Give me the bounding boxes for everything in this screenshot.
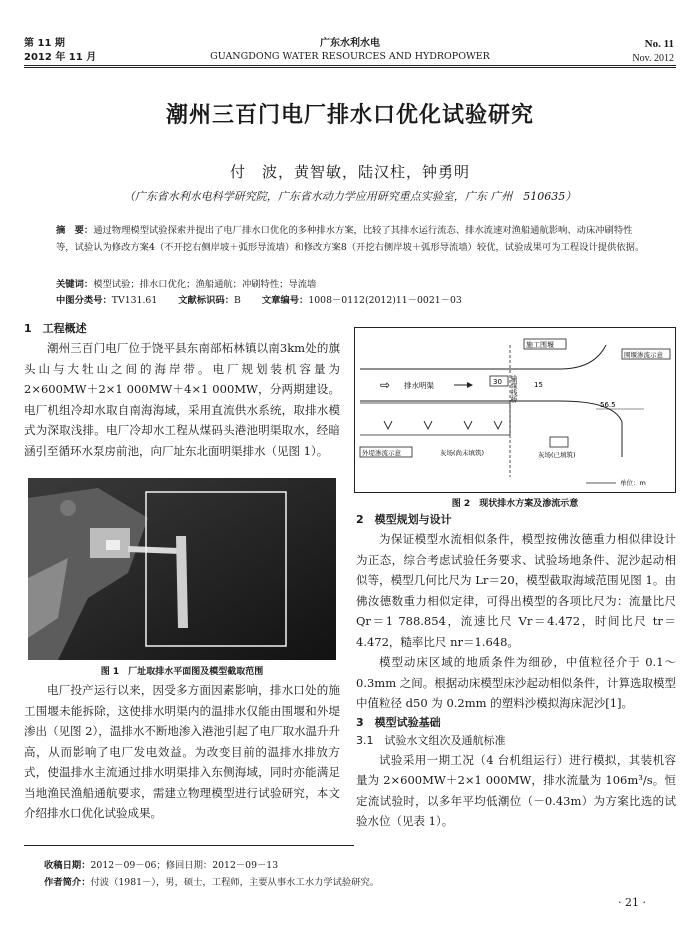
clc-label: 中图分类号：	[56, 295, 112, 306]
issue-no: No. 11	[644, 38, 674, 50]
header-rule	[24, 65, 676, 66]
affiliation: （广东省水利水电科学研究院，广东省水动力学应用研究重点实验室，广东 广州 510635）	[123, 190, 577, 203]
abstract	[56, 222, 646, 256]
author-text: 付波（1981－），男，硕士，工程师，主要从事水工水力学试验研究。	[90, 877, 380, 888]
figure-1-photo	[28, 478, 336, 660]
label-seepage-left: 外堤渗流示意	[362, 449, 401, 457]
received-text: 2012－09－06；修回日期：2012－09－13	[90, 860, 279, 871]
section-1-heading: 1 工程概述	[24, 322, 87, 335]
label-channel-hint: 输煤栈桥	[510, 375, 518, 403]
journal-cn: 广东水利水电	[320, 38, 380, 49]
right-column	[356, 511, 676, 832]
journal-en: GUANGDONG WATER RESOURCES AND HYDROPOWER	[210, 51, 490, 62]
plant-building	[106, 540, 120, 550]
id-value: 1008－0112(2012)11－0021－03	[308, 295, 462, 306]
section-2-para-2: 模型动床区域的地质条件为细砂，中值粒径介于 0.1～0.3mm 之间。根据动床模型床沙起动相似条件，计算选取模型中值粒径 d50 为 0.2mm 的塑料沙模拟海床泥沙[1]。	[356, 655, 676, 710]
paragraph-2: 电厂投产运行以来，因受多方面因素影响，排水口处的施工围堰未能拆除，这使排水明渠内的温排水仅能由围堰和外堤渗出（见图 2），温排水不断地渗入港池引起了电厂取水温升升高，从而影响了电厂发电效益。为改变目前的温排水排放方式，使温排水主流通过排水明渠排入东侧海域，同时亦能满足当地渔民渔船通航要求，需建立物理模型进行试验研究，本文介绍排水口优化试验成果。	[24, 683, 340, 820]
keywords	[56, 277, 646, 293]
authors: 付 波，黄智敏，陆汉柱，钟勇明	[229, 163, 470, 181]
footnote	[44, 857, 379, 891]
section-2-heading: 2 模型规划与设计	[356, 513, 452, 526]
label-dim-30: 30	[493, 378, 502, 386]
section-3-heading: 3 模型试验基础	[356, 715, 441, 729]
footnote-rule	[24, 845, 354, 846]
keywords-label: 关键词：	[56, 279, 94, 290]
section-1-para: 潮州三百门电厂位于饶平县东南部柘林镇以南3km处的旗头山与大牡山之间的海岸带。电厂规划装机容量为 2×600MW＋2×1 000MW＋4×1 000MW，分两期建设。电厂机组冷却水取自南海海域，采用直流供水系统，取排水模式为深取浅排。电厂冷却水工程从煤码头港池明渠取水，经暗涵引至循环水泵房前池，向厂址东北面明渠排水（见图 1）。	[24, 341, 340, 458]
abstract-text: 通过物理模型试验探索并提出了电厂排水口优化的多种排水方案，比较了其排水运行流态、排水流速对渔船通航影响、动床冲刷特性等，试验认为修改方案4（不开挖右侧岸坡＋弧形导流墙）和修改方案8（开挖右侧岸坡＋弧形导流墙）较优，试验成果可为工程设计提供依据。	[56, 225, 645, 253]
author-label: 作者简介：	[44, 877, 91, 888]
section-2-para-1: 为保证模型水流相似条件，模型按佛汝德重力相似律设计为正态，综合考虑试验任务要求、试验场地条件、泥沙起动相似等，模型几何比尺为 Lr＝20，模型截取海域范围见图 1。由佛汝德数重力相似定律，可得出模型的各项比尺为：流量比尺 Qr＝1 788.854，流速比尺 Vr＝4.472，时间比尺 tr＝4.472，糙率比尺 nr＝1.648。	[356, 532, 676, 649]
page-title: 潮州三百门电厂排水口优化试验研究	[165, 103, 534, 128]
page-number: · 21 ·	[618, 896, 646, 909]
section-3-1-heading: 3.1 试验水文组次及通航标准	[356, 733, 506, 747]
left-column-bottom	[24, 680, 340, 824]
keywords-text: 模型试验；排水口优化；渔船通航；冲刷特性；导流墙	[93, 279, 317, 290]
date-cn: 2012 年 11 月	[24, 52, 97, 63]
label-drain-channel: 排水明渠	[404, 381, 434, 390]
header-rule-2	[24, 67, 676, 68]
figure-2-caption: 图 2 现状排水方案及渗流示意	[451, 499, 579, 509]
figure-1-caption: 图 1 厂址取排水平面图及模型截取范围	[100, 667, 264, 677]
clc-value: TV131.61	[111, 295, 158, 306]
issue-cn: 第 11 期	[24, 38, 65, 49]
classification	[56, 293, 656, 309]
label-seepage-right: 围堰渗流示意	[624, 351, 663, 359]
label-dim-56: 56.5	[600, 401, 616, 409]
doc-label: 文献标识码：	[178, 295, 235, 306]
label-coal-yard-2: 灰场(已填筑)	[538, 451, 576, 459]
label-unit: 单位：m	[620, 479, 646, 487]
flow-symbol: ⇨	[380, 378, 391, 392]
doc-value: B	[234, 295, 241, 306]
date-en: Nov. 2012	[632, 53, 674, 64]
label-cofferdam: 施工围堰	[526, 341, 554, 349]
label-coal-yard: 灰场(尚未填筑)	[440, 449, 485, 457]
figure-2-diagram	[354, 327, 676, 493]
jetty	[176, 536, 188, 628]
received-label: 收稿日期：	[44, 860, 91, 871]
id-label: 文章编号：	[261, 295, 309, 306]
journal-name	[0, 37, 700, 63]
issue-info-en	[632, 37, 674, 66]
label-dim-15: 15	[534, 381, 543, 389]
island	[60, 500, 76, 516]
left-column-top	[24, 320, 340, 461]
section-3-1-para: 试验采用一期工况（4 台机组运行）进行模拟，其装机容量为 2×600MW＋2×1 000MW，排水流量为 106m³/s。恒定流试验时，以多年平均低潮位（－0.43m）为方案比选的试验水位（见表 1）。	[356, 752, 676, 828]
abstract-label: 摘 要：	[56, 225, 94, 236]
